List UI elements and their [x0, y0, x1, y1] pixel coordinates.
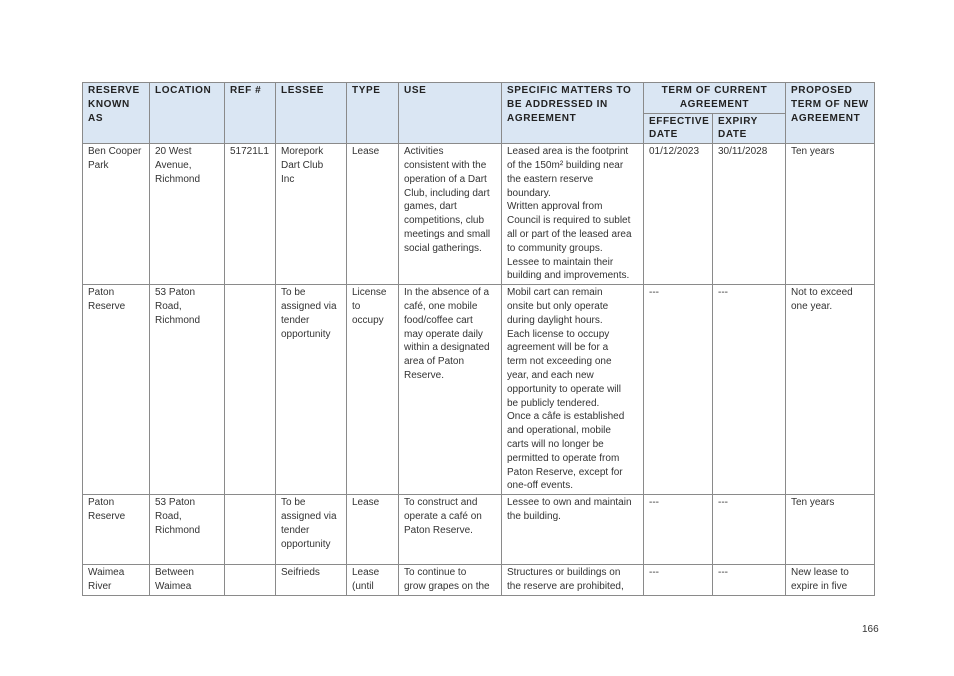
cell-reserve: Paton Reserve — [83, 285, 150, 495]
header-expiry-date: EXPIRY DATE — [713, 113, 786, 144]
reserve-agreements-table — [82, 82, 875, 596]
cell-lessee: Seifrieds — [276, 565, 347, 596]
table-row — [83, 565, 875, 596]
page-number: 166 — [862, 624, 879, 635]
cell-lessee: To be assigned via tender opportunity — [276, 495, 347, 565]
table-row — [83, 144, 875, 285]
header-reserve: RESERVE KNOWN AS — [83, 83, 150, 144]
cell-specific-matters: Lessee to own and maintain the building. — [502, 495, 644, 565]
cell-location: 53 Paton Road, Richmond — [150, 285, 225, 495]
cell-proposed-term: Ten years — [786, 495, 875, 565]
cell-effective-date: --- — [644, 495, 713, 565]
header-effective-date: EFFECTIVE DATE — [644, 113, 713, 144]
cell-specific-matters: Structures or buildings on the reserve are prohibited, — [502, 565, 644, 596]
cell-reserve: Waimea River — [83, 565, 150, 596]
cell-expiry-date: --- — [713, 565, 786, 596]
cell-ref — [225, 565, 276, 596]
header-use: USE — [399, 83, 502, 144]
cell-effective-date: --- — [644, 565, 713, 596]
cell-specific-matters: Mobil cart can remain onsite but only operate during daylight hours. Each license to occupy agreement will be for a term not exceeding one year, and each new opportunity to operate will be publicly tendered. Once a câfe is established and operational, mobile carts will no longer be permitted to operate from Paton Reserve, except for one-off events. — [502, 285, 644, 495]
cell-proposed-term: Not to exceed one year. — [786, 285, 875, 495]
cell-location: Between Waimea — [150, 565, 225, 596]
cell-use: To construct and operate a café on Paton Reserve. — [399, 495, 502, 565]
header-location: LOCATION — [150, 83, 225, 144]
cell-type: Lease — [347, 144, 399, 285]
cell-expiry-date: 30/11/2028 — [713, 144, 786, 285]
cell-lessee: To be assigned via tender opportunity — [276, 285, 347, 495]
cell-location: 20 West Avenue, Richmond — [150, 144, 225, 285]
cell-expiry-date: --- — [713, 495, 786, 565]
cell-use: To continue to grow grapes on the — [399, 565, 502, 596]
header-row — [83, 83, 875, 114]
header-term-current: TERM OF CURRENT AGREEMENT — [644, 83, 786, 114]
cell-ref — [225, 495, 276, 565]
header-proposed-term: PROPOSED TERM OF NEW AGREEMENT — [786, 83, 875, 144]
cell-type: License to occupy — [347, 285, 399, 495]
cell-specific-matters: Leased area is the footprint of the 150m² building near the eastern reserve boundary. Written approval from Council is required to sublet all or part of the leased area to community groups. Lessee to maintain their building and improvements. — [502, 144, 644, 285]
header-lessee: LESSEE — [276, 83, 347, 144]
cell-type: Lease — [347, 495, 399, 565]
cell-reserve: Paton Reserve — [83, 495, 150, 565]
cell-effective-date: --- — [644, 285, 713, 495]
cell-ref: 51721L1 — [225, 144, 276, 285]
header-specific-matters: SPECIFIC MATTERS TO BE ADDRESSED IN AGREEMENT — [502, 83, 644, 144]
cell-effective-date: 01/12/2023 — [644, 144, 713, 285]
cell-proposed-term: New lease to expire in five — [786, 565, 875, 596]
cell-ref — [225, 285, 276, 495]
cell-use: In the absence of a café, one mobile food/coffee cart may operate daily within a designated area of Paton Reserve. — [399, 285, 502, 495]
reserve-agreements-table-wrapper — [82, 82, 874, 592]
cell-use: Activities consistent with the operation of a Dart Club, including dart games, dart competitions, club meetings and small social gatherings. — [399, 144, 502, 285]
table-row — [83, 285, 875, 495]
header-type: TYPE — [347, 83, 399, 144]
cell-reserve: Ben Cooper Park — [83, 144, 150, 285]
table-row — [83, 495, 875, 565]
cell-type: Lease (until — [347, 565, 399, 596]
cell-lessee: Morepork Dart Club Inc — [276, 144, 347, 285]
cell-expiry-date: --- — [713, 285, 786, 495]
cell-location: 53 Paton Road, Richmond — [150, 495, 225, 565]
header-ref: REF # — [225, 83, 276, 144]
cell-proposed-term: Ten years — [786, 144, 875, 285]
